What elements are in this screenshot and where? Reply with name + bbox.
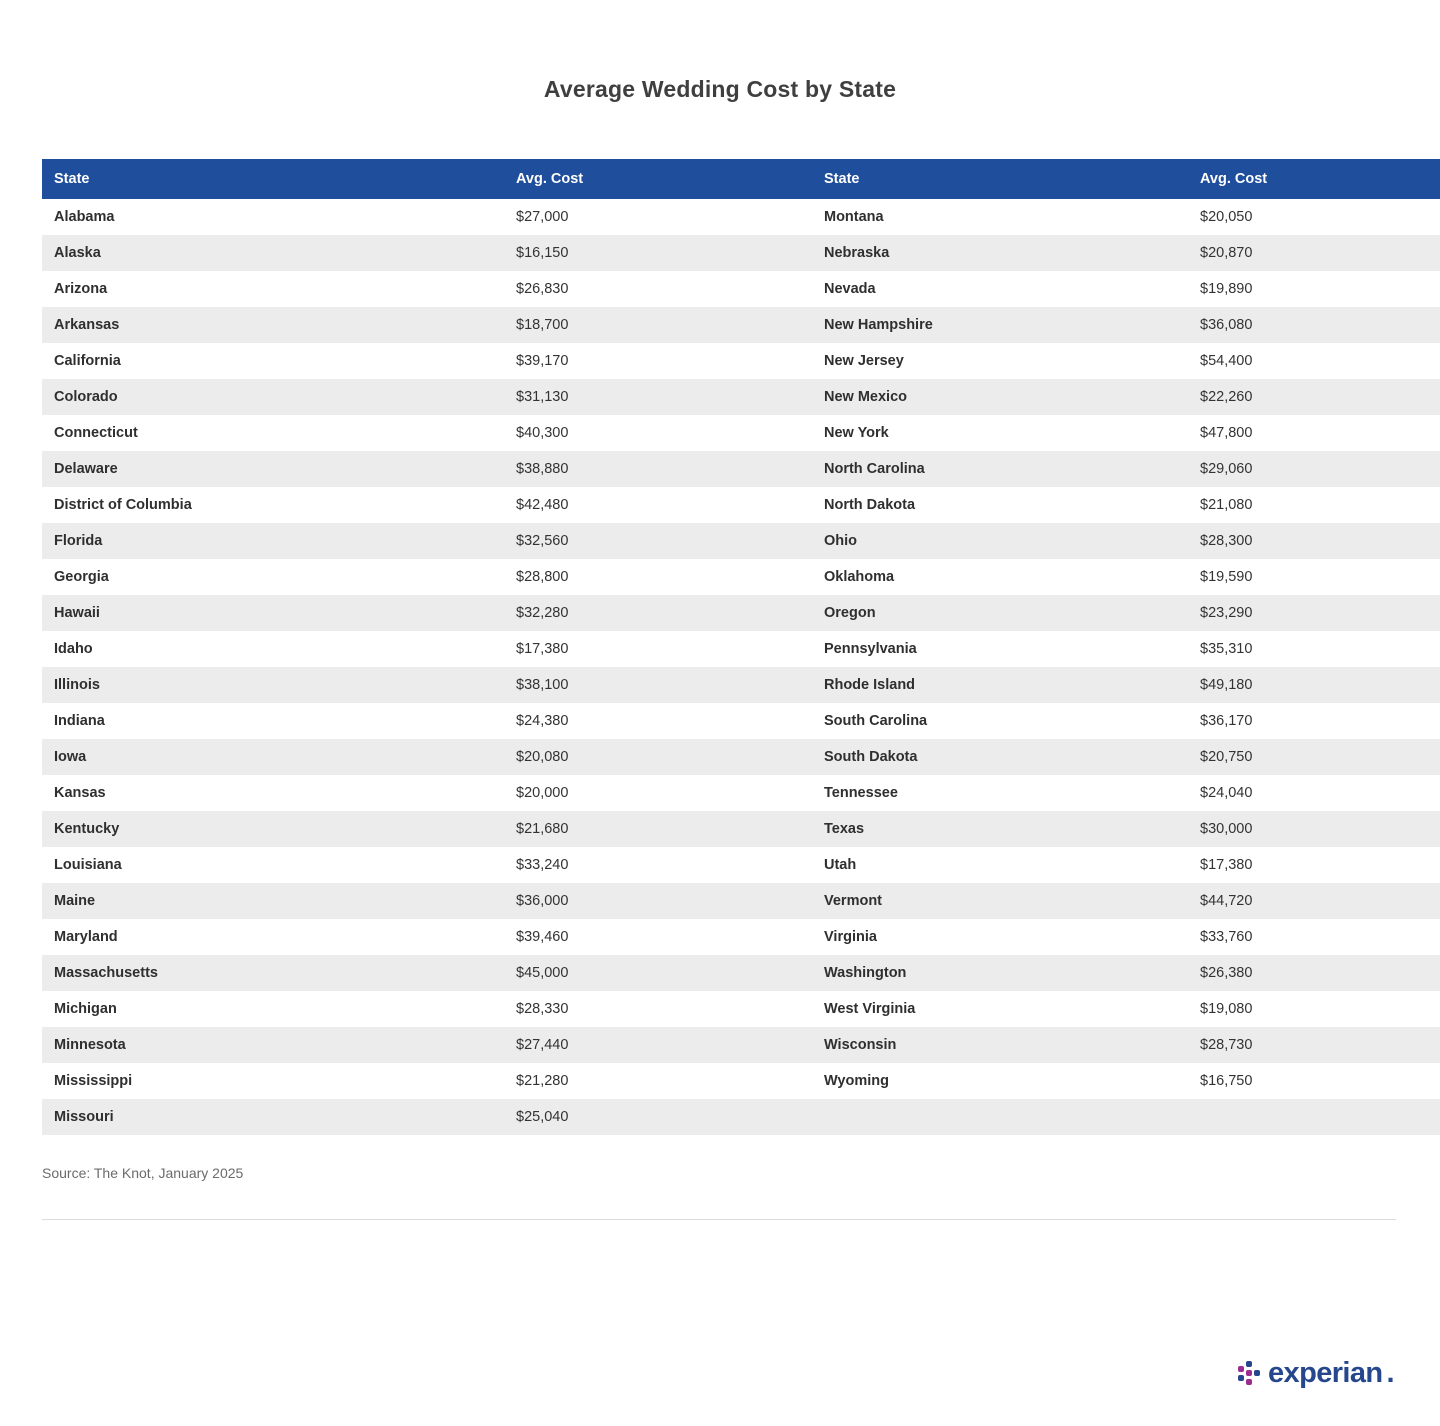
cell-cost-right: $16,750: [1188, 1063, 1440, 1099]
cell-cost-left: $38,100: [504, 667, 812, 703]
cell-state-left: Michigan: [42, 991, 504, 1027]
cell-state-left: Idaho: [42, 631, 504, 667]
cell-state-right: Texas: [812, 811, 1188, 847]
cell-state-right: New Mexico: [812, 379, 1188, 415]
wedding-cost-table: [42, 159, 1440, 1135]
table-row: [42, 451, 1440, 487]
cell-cost-left: $28,330: [504, 991, 812, 1027]
cell-state-right: Wyoming: [812, 1063, 1188, 1099]
cell-state-left: Massachusetts: [42, 955, 504, 991]
cell-state-left: Arkansas: [42, 307, 504, 343]
table-row: [42, 379, 1440, 415]
cell-state-left: Indiana: [42, 703, 504, 739]
cell-cost-left: $21,280: [504, 1063, 812, 1099]
table-row: [42, 847, 1440, 883]
table-header: [42, 159, 1440, 199]
column-header-state-left: State: [42, 159, 504, 199]
table-row: [42, 271, 1440, 307]
cell-state-right: [812, 1099, 1188, 1135]
cell-state-left: Alabama: [42, 199, 504, 235]
cell-state-left: Georgia: [42, 559, 504, 595]
cell-state-left: Kansas: [42, 775, 504, 811]
table-row: [42, 991, 1440, 1027]
cell-state-left: Connecticut: [42, 415, 504, 451]
cell-state-left: Arizona: [42, 271, 504, 307]
column-header-state-right: State: [812, 159, 1188, 199]
table-row: [42, 1063, 1440, 1099]
cell-state-left: Hawaii: [42, 595, 504, 631]
cell-cost-left: $24,380: [504, 703, 812, 739]
cell-state-left: Missouri: [42, 1099, 504, 1135]
cell-cost-left: $27,440: [504, 1027, 812, 1063]
cell-state-right: Oregon: [812, 595, 1188, 631]
cell-cost-left: $33,240: [504, 847, 812, 883]
cell-cost-right: $28,300: [1188, 523, 1440, 559]
cell-state-right: Virginia: [812, 919, 1188, 955]
table-row: [42, 523, 1440, 559]
cell-cost-right: $36,170: [1188, 703, 1440, 739]
cell-state-right: Washington: [812, 955, 1188, 991]
cell-state-right: Nebraska: [812, 235, 1188, 271]
table-body: [42, 199, 1440, 1135]
page-title: Average Wedding Cost by State: [543, 76, 897, 102]
table-row: [42, 415, 1440, 451]
column-header-cost-right: Avg. Cost: [1188, 159, 1440, 199]
cell-cost-right: $20,050: [1188, 199, 1440, 235]
cell-cost-left: $16,150: [504, 235, 812, 271]
table-header-row: [42, 159, 1440, 199]
table-row: [42, 811, 1440, 847]
cell-cost-right: $30,000: [1188, 811, 1440, 847]
cell-state-left: Colorado: [42, 379, 504, 415]
cell-state-left: California: [42, 343, 504, 379]
table-row: [42, 343, 1440, 379]
cell-cost-left: $38,880: [504, 451, 812, 487]
infographic-page: [0, 76, 1440, 1426]
source-note: Source: The Knot, January 2025: [42, 1165, 244, 1181]
table-row: [42, 559, 1440, 595]
cell-cost-left: $28,800: [504, 559, 812, 595]
cell-state-left: Florida: [42, 523, 504, 559]
cell-cost-right: $26,380: [1188, 955, 1440, 991]
cell-cost-left: $32,560: [504, 523, 812, 559]
table-row: [42, 487, 1440, 523]
table-row: [42, 1027, 1440, 1063]
table-row: [42, 955, 1440, 991]
cell-cost-right: $44,720: [1188, 883, 1440, 919]
table-row: [42, 199, 1440, 235]
cell-cost-right: $54,400: [1188, 343, 1440, 379]
experian-dots-icon: [1238, 1361, 1264, 1387]
table-row: [42, 703, 1440, 739]
cell-state-left: Mississippi: [42, 1063, 504, 1099]
cell-cost-right: $20,870: [1188, 235, 1440, 271]
table-row: [42, 775, 1440, 811]
cell-cost-left: $26,830: [504, 271, 812, 307]
cell-cost-right: $35,310: [1188, 631, 1440, 667]
cell-cost-left: $39,460: [504, 919, 812, 955]
cell-cost-right: $47,800: [1188, 415, 1440, 451]
cell-cost-left: $20,080: [504, 739, 812, 775]
cell-cost-left: $40,300: [504, 415, 812, 451]
cell-state-left: Alaska: [42, 235, 504, 271]
footer-divider: [42, 1219, 1396, 1220]
cell-state-right: Montana: [812, 199, 1188, 235]
cell-cost-left: $42,480: [504, 487, 812, 523]
cell-cost-left: $27,000: [504, 199, 812, 235]
table-row: [42, 667, 1440, 703]
table-row: [42, 1099, 1440, 1135]
cell-state-right: New York: [812, 415, 1188, 451]
cell-state-right: South Dakota: [812, 739, 1188, 775]
cell-cost-right: $19,080: [1188, 991, 1440, 1027]
cell-state-right: North Carolina: [812, 451, 1188, 487]
cell-cost-right: $20,750: [1188, 739, 1440, 775]
cell-state-right: West Virginia: [812, 991, 1188, 1027]
cell-state-right: Nevada: [812, 271, 1188, 307]
cell-state-left: Maryland: [42, 919, 504, 955]
cell-cost-right: $49,180: [1188, 667, 1440, 703]
cell-state-right: Pennsylvania: [812, 631, 1188, 667]
table-row: [42, 307, 1440, 343]
experian-wordmark: experian: [1268, 1357, 1383, 1389]
table-row: [42, 883, 1440, 919]
cell-cost-right: $28,730: [1188, 1027, 1440, 1063]
cell-state-right: Vermont: [812, 883, 1188, 919]
cell-cost-left: $32,280: [504, 595, 812, 631]
table-row: [42, 739, 1440, 775]
table-row: [42, 631, 1440, 667]
cell-cost-left: $21,680: [504, 811, 812, 847]
wedding-cost-table-container: [42, 159, 1398, 1135]
cell-cost-left: $36,000: [504, 883, 812, 919]
cell-cost-left: $20,000: [504, 775, 812, 811]
column-header-cost-left: Avg. Cost: [504, 159, 812, 199]
table-row: [42, 595, 1440, 631]
cell-state-left: Iowa: [42, 739, 504, 775]
cell-cost-left: $17,380: [504, 631, 812, 667]
cell-cost-left: $31,130: [504, 379, 812, 415]
cell-cost-left: $25,040: [504, 1099, 812, 1135]
cell-cost-right: $21,080: [1188, 487, 1440, 523]
cell-state-left: District of Columbia: [42, 487, 504, 523]
cell-state-right: New Jersey: [812, 343, 1188, 379]
cell-cost-right: $23,290: [1188, 595, 1440, 631]
cell-cost-right: $19,590: [1188, 559, 1440, 595]
cell-state-left: Illinois: [42, 667, 504, 703]
experian-wordmark-period: .: [1386, 1357, 1394, 1389]
table-row: [42, 919, 1440, 955]
table-row: [42, 235, 1440, 271]
experian-logo: [1238, 1359, 1394, 1388]
cell-state-right: Rhode Island: [812, 667, 1188, 703]
cell-cost-left: $45,000: [504, 955, 812, 991]
cell-state-right: Utah: [812, 847, 1188, 883]
cell-state-left: Kentucky: [42, 811, 504, 847]
cell-state-right: Wisconsin: [812, 1027, 1188, 1063]
cell-state-right: North Dakota: [812, 487, 1188, 523]
cell-state-right: New Hampshire: [812, 307, 1188, 343]
cell-state-right: Ohio: [812, 523, 1188, 559]
cell-state-left: Maine: [42, 883, 504, 919]
cell-cost-left: $39,170: [504, 343, 812, 379]
cell-cost-right: [1188, 1099, 1440, 1135]
cell-cost-left: $18,700: [504, 307, 812, 343]
cell-cost-right: $33,760: [1188, 919, 1440, 955]
cell-state-left: Louisiana: [42, 847, 504, 883]
cell-state-left: Minnesota: [42, 1027, 504, 1063]
cell-cost-right: $22,260: [1188, 379, 1440, 415]
cell-cost-right: $29,060: [1188, 451, 1440, 487]
cell-state-left: Delaware: [42, 451, 504, 487]
cell-state-right: Tennessee: [812, 775, 1188, 811]
cell-cost-right: $36,080: [1188, 307, 1440, 343]
cell-state-right: Oklahoma: [812, 559, 1188, 595]
cell-cost-right: $19,890: [1188, 271, 1440, 307]
cell-cost-right: $17,380: [1188, 847, 1440, 883]
cell-state-right: South Carolina: [812, 703, 1188, 739]
cell-cost-right: $24,040: [1188, 775, 1440, 811]
footer: [1238, 1359, 1394, 1388]
